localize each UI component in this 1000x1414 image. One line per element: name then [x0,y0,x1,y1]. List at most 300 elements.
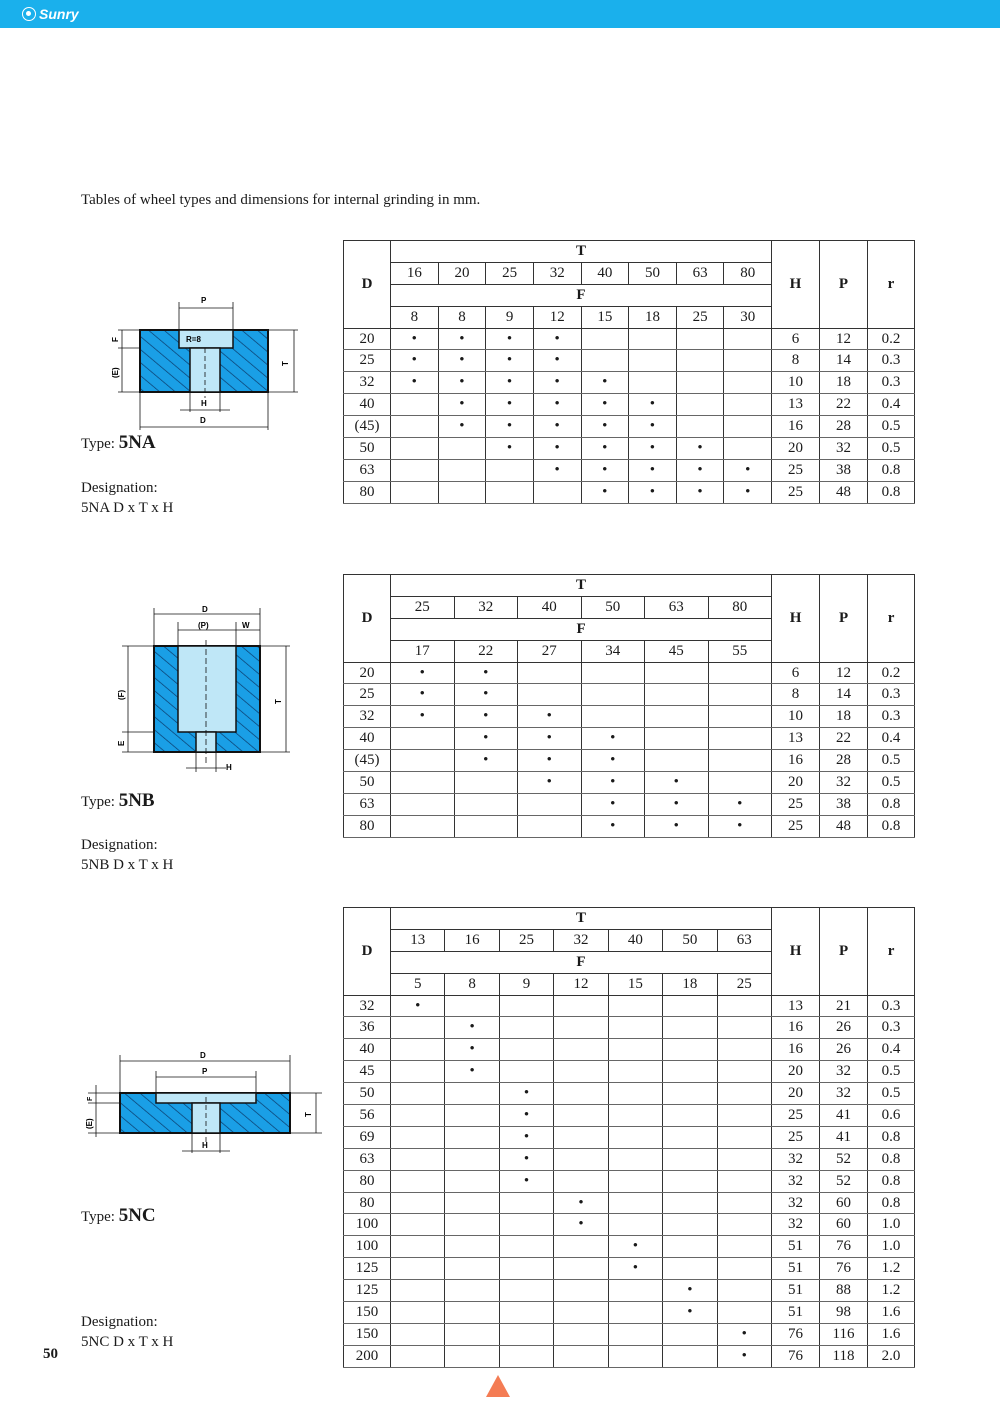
table-row [344,481,915,503]
empty-cell [554,1126,608,1148]
empty-cell [391,1126,445,1148]
table-row [344,328,915,350]
d-value: 56 [344,1105,391,1127]
empty-cell [708,728,772,750]
empty-cell [663,1039,717,1061]
dim-e-label: (E) [111,367,120,378]
availability-dot: • [533,372,581,394]
empty-cell [391,394,439,416]
r-value: 0.3 [868,372,915,394]
empty-cell [724,394,772,416]
p-value: 21 [820,995,868,1017]
type-label-5na [81,432,156,454]
table-row [344,1126,915,1148]
dim-t-label: T [304,1112,313,1117]
availability-dot: • [676,481,724,503]
empty-cell [717,1192,772,1214]
h-value: 16 [772,750,820,772]
h-value: 16 [772,1017,820,1039]
availability-dot: • [391,328,439,350]
empty-cell [663,1323,717,1345]
empty-cell [608,1148,662,1170]
r-value: 0.5 [868,750,915,772]
availability-dot: • [499,1083,553,1105]
empty-cell [608,1170,662,1192]
empty-cell [499,995,553,1017]
h-value: 20 [772,772,820,794]
t-value: 25 [486,262,534,284]
empty-cell [717,995,772,1017]
r-value: 1.0 [868,1236,915,1258]
d-value: 63 [344,459,391,481]
table-row [344,416,915,438]
empty-cell [608,1214,662,1236]
availability-dot: • [581,459,629,481]
availability-dot: • [499,1170,553,1192]
empty-cell [554,1083,608,1105]
empty-cell [663,1258,717,1280]
designation-5na [81,478,173,518]
r-value: 0.8 [868,1192,915,1214]
brand-logo [22,4,79,24]
availability-dot: • [391,995,445,1017]
availability-dot: • [629,459,677,481]
p-value: 41 [820,1126,868,1148]
table-row [344,394,915,416]
availability-dot: • [445,1039,499,1061]
empty-cell [391,815,455,837]
p-value: 12 [820,662,868,684]
table-row [344,1345,915,1367]
empty-cell [645,706,709,728]
availability-dot: • [581,815,645,837]
dim-f-label: F [111,337,120,342]
f-value: 34 [581,640,645,662]
empty-cell [717,1214,772,1236]
p-value: 14 [820,350,868,372]
t-value: 50 [629,262,677,284]
availability-dot: • [676,438,724,460]
col-header-h: H [772,241,820,329]
empty-cell [717,1039,772,1061]
type-label-5nb [81,790,155,812]
empty-cell [708,662,772,684]
f-value: 17 [391,640,455,662]
col-header-f: F [391,618,772,640]
table-row [344,1192,915,1214]
empty-cell [445,1302,499,1324]
r-value: 0.8 [868,1170,915,1192]
dim-p-label: P [201,296,207,305]
empty-cell [724,416,772,438]
d-value: 36 [344,1017,391,1039]
empty-cell [608,1061,662,1083]
h-value: 32 [772,1214,820,1236]
empty-cell [518,815,582,837]
r-value: 0.8 [868,1148,915,1170]
availability-dot: • [581,481,629,503]
designation-formula: 5NA D x T x H [81,500,174,516]
h-value: 16 [772,1039,820,1061]
empty-cell [499,1258,553,1280]
availability-dot: • [391,662,455,684]
empty-cell [554,1039,608,1061]
d-value: 20 [344,328,391,350]
empty-cell [676,394,724,416]
p-value: 18 [820,372,868,394]
h-value: 20 [772,1061,820,1083]
p-value: 118 [820,1345,868,1367]
t-value: 50 [663,929,717,951]
dimension-table-5nb [343,574,915,838]
empty-cell [499,1280,553,1302]
table-row [344,1017,915,1039]
empty-cell [454,793,518,815]
empty-cell [391,1192,445,1214]
designation-label: Designation: [81,837,158,853]
empty-cell [445,995,499,1017]
empty-cell [724,438,772,460]
empty-cell [717,1258,772,1280]
h-value: 25 [772,459,820,481]
h-value: 13 [772,394,820,416]
empty-cell [391,793,455,815]
col-header-d: D [344,575,391,663]
dim-p-label: P [202,1067,208,1076]
availability-dot: • [533,459,581,481]
availability-dot: • [533,350,581,372]
empty-cell [581,684,645,706]
r-value: 0.5 [868,416,915,438]
h-value: 51 [772,1258,820,1280]
empty-cell [608,1083,662,1105]
availability-dot: • [445,1061,499,1083]
d-value: 80 [344,481,391,503]
empty-cell [645,684,709,706]
f-value: 45 [645,640,709,662]
availability-dot: • [518,706,582,728]
f-value: 9 [486,306,534,328]
p-value: 26 [820,1039,868,1061]
empty-cell [663,1345,717,1367]
dim-h-label: H [202,1141,208,1150]
table-row [344,793,915,815]
availability-dot: • [663,1280,717,1302]
table-row [344,750,915,772]
col-header-h: H [772,575,820,663]
intro-text: Tables of wheel types and dimensions for internal grinding in mm. [81,192,481,208]
dim-h-label: H [226,763,232,772]
empty-cell [554,995,608,1017]
t-value: 16 [445,929,499,951]
designation-5nb [81,835,173,875]
availability-dot: • [533,438,581,460]
availability-dot: • [581,793,645,815]
logo-text: Sunry [39,6,79,22]
availability-dot: • [629,394,677,416]
d-value: 150 [344,1302,391,1324]
p-value: 28 [820,750,868,772]
r-value: 0.3 [868,1017,915,1039]
r-value: 0.3 [868,706,915,728]
empty-cell [717,1105,772,1127]
dim-d-label: D [200,416,206,425]
empty-cell [724,328,772,350]
empty-cell [391,481,439,503]
col-header-d: D [344,241,391,329]
empty-cell [554,1345,608,1367]
empty-cell [663,1061,717,1083]
empty-cell [608,1126,662,1148]
empty-cell [663,1236,717,1258]
diagram-5nb [108,600,308,775]
h-value: 6 [772,662,820,684]
empty-cell [445,1192,499,1214]
dim-p-label: (P) [198,621,209,630]
empty-cell [391,1170,445,1192]
r-value: 0.5 [868,1083,915,1105]
d-value: 150 [344,1323,391,1345]
empty-cell [454,815,518,837]
empty-cell [676,350,724,372]
empty-cell [608,1017,662,1039]
empty-cell [445,1126,499,1148]
empty-cell [676,328,724,350]
t-value: 80 [708,596,772,618]
type-code: 5NA [118,432,156,453]
availability-dot: • [554,1214,608,1236]
empty-cell [438,438,486,460]
h-value: 10 [772,372,820,394]
availability-dot: • [717,1345,772,1367]
empty-cell [581,328,629,350]
d-value: 100 [344,1236,391,1258]
t-value: 50 [581,596,645,618]
r-value: 0.8 [868,793,915,815]
d-value: 100 [344,1214,391,1236]
availability-dot: • [454,684,518,706]
d-value: 20 [344,662,391,684]
availability-dot: • [533,328,581,350]
availability-dot: • [554,1192,608,1214]
p-value: 18 [820,706,868,728]
availability-dot: • [708,793,772,815]
f-value: 18 [663,973,717,995]
empty-cell [445,1236,499,1258]
empty-cell [391,1302,445,1324]
empty-cell [518,662,582,684]
h-value: 25 [772,793,820,815]
table-row [344,1258,915,1280]
r-value: 1.6 [868,1323,915,1345]
empty-cell [499,1345,553,1367]
h-value: 51 [772,1302,820,1324]
type-code: 5NB [118,790,155,811]
f-value: 27 [518,640,582,662]
t-value: 32 [533,262,581,284]
empty-cell [499,1039,553,1061]
r-value: 2.0 [868,1345,915,1367]
empty-cell [391,438,439,460]
table-row [344,1170,915,1192]
d-value: 40 [344,1039,391,1061]
d-value: 50 [344,1083,391,1105]
h-value: 32 [772,1192,820,1214]
empty-cell [554,1170,608,1192]
d-value: 25 [344,684,391,706]
empty-cell [554,1280,608,1302]
col-header-p: P [820,241,868,329]
availability-dot: • [391,706,455,728]
dim-t-label: T [281,361,290,366]
header-bar [0,0,1000,28]
d-value: 200 [344,1345,391,1367]
dim-d-label: D [202,605,208,614]
availability-dot: • [608,1258,662,1280]
availability-dot: • [454,662,518,684]
table-row [344,350,915,372]
empty-cell [518,793,582,815]
dim-f-label: (F) [117,689,126,700]
empty-cell [608,1280,662,1302]
empty-cell [708,706,772,728]
t-value: 40 [581,262,629,284]
availability-dot: • [581,728,645,750]
p-value: 41 [820,1105,868,1127]
designation-label: Designation: [81,1314,158,1330]
p-value: 76 [820,1236,868,1258]
empty-cell [608,1323,662,1345]
p-value: 38 [820,459,868,481]
availability-dot: • [499,1126,553,1148]
empty-cell [724,350,772,372]
availability-dot: • [645,793,709,815]
availability-dot: • [581,438,629,460]
empty-cell [663,995,717,1017]
empty-cell [486,459,534,481]
t-value: 20 [438,262,486,284]
table-row [344,662,915,684]
p-value: 26 [820,1017,868,1039]
t-value: 63 [676,262,724,284]
h-value: 76 [772,1345,820,1367]
h-value: 51 [772,1280,820,1302]
empty-cell [554,1017,608,1039]
p-value: 32 [820,1083,868,1105]
t-value: 40 [608,929,662,951]
d-value: 63 [344,793,391,815]
type-prefix: Type: [81,1209,119,1225]
availability-dot: • [663,1302,717,1324]
diagram-5na [100,290,330,440]
empty-cell [645,662,709,684]
r-value: 1.2 [868,1258,915,1280]
h-value: 25 [772,481,820,503]
t-value: 16 [391,262,439,284]
availability-dot: • [454,728,518,750]
empty-cell [391,1017,445,1039]
dimension-table-5na [343,240,915,504]
dim-h-label: H [201,399,207,408]
table-row [344,684,915,706]
empty-cell [717,1236,772,1258]
f-value: 8 [445,973,499,995]
table-row [344,1039,915,1061]
f-value: 9 [499,973,553,995]
empty-cell [391,772,455,794]
dim-w-label: W [242,621,250,630]
r-value: 0.8 [868,459,915,481]
empty-cell [663,1105,717,1127]
availability-dot: • [391,372,439,394]
availability-dot: • [438,372,486,394]
availability-dot: • [391,684,455,706]
availability-dot: • [629,416,677,438]
col-header-f: F [391,284,772,306]
empty-cell [663,1126,717,1148]
r-value: 0.8 [868,481,915,503]
empty-cell [608,1345,662,1367]
empty-cell [663,1083,717,1105]
empty-cell [499,1214,553,1236]
d-value: 32 [344,372,391,394]
availability-dot: • [533,394,581,416]
r-value: 0.5 [868,1061,915,1083]
empty-cell [608,1039,662,1061]
f-value: 55 [708,640,772,662]
f-value: 8 [391,306,439,328]
col-header-f: F [391,951,772,973]
p-value: 88 [820,1280,868,1302]
availability-dot: • [454,706,518,728]
t-value: 32 [454,596,518,618]
diagram-5nc [82,1045,332,1160]
col-header-t: T [391,575,772,597]
empty-cell [663,1170,717,1192]
d-value: 80 [344,815,391,837]
empty-cell [663,1148,717,1170]
availability-dot: • [454,750,518,772]
r-value: 0.2 [868,662,915,684]
p-value: 28 [820,416,868,438]
table-row [344,995,915,1017]
d-value: 63 [344,1148,391,1170]
empty-cell [391,728,455,750]
empty-cell [445,1323,499,1345]
col-header-p: P [820,908,868,996]
empty-cell [581,706,645,728]
table-row [344,1148,915,1170]
f-value: 18 [629,306,677,328]
availability-dot: • [581,394,629,416]
h-value: 8 [772,350,820,372]
p-value: 52 [820,1170,868,1192]
d-value: 125 [344,1280,391,1302]
r-value: 0.2 [868,328,915,350]
empty-cell [717,1126,772,1148]
r-value: 0.3 [868,684,915,706]
empty-cell [391,416,439,438]
empty-cell [717,1083,772,1105]
h-value: 13 [772,995,820,1017]
p-value: 22 [820,394,868,416]
table-row [344,1323,915,1345]
col-header-r: r [868,575,915,663]
d-value: 50 [344,438,391,460]
f-value: 8 [438,306,486,328]
availability-dot: • [499,1148,553,1170]
empty-cell [391,1323,445,1345]
